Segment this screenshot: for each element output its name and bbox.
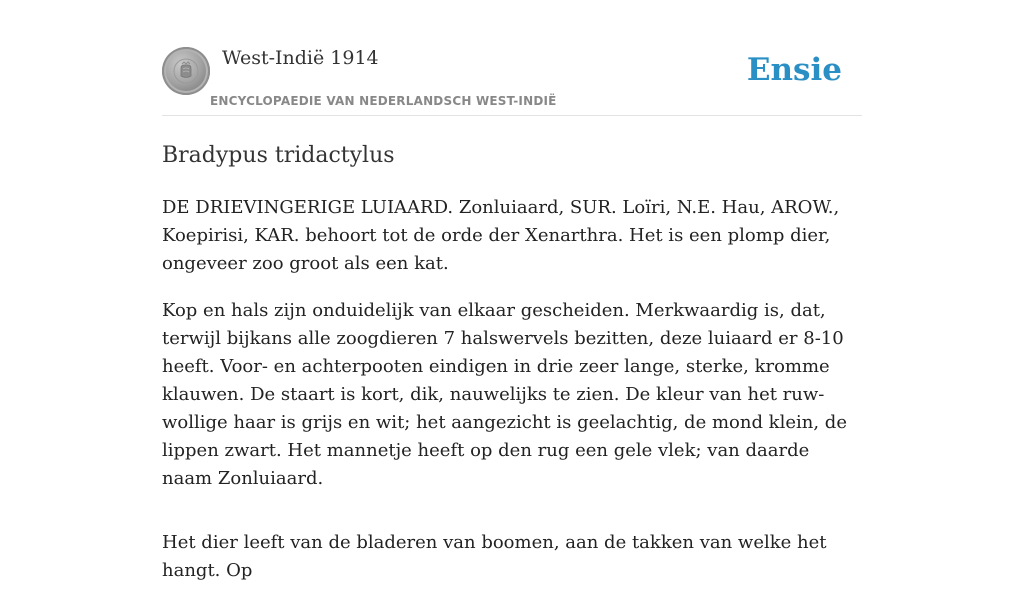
article-body [162, 194, 862, 585]
article-paragraph-2: Kop en hals zijn onduidelijk van elkaar gescheiden. Merkwaardig is, dat, terwijl bijkans alle zoogdieren 7 halswervels bezitten, deze luiaard er 8-10 heeft. Voor- en achterpooten eindigen in drie zeer lange, sterke, kromme klauwen. De staart is kort, dik, nauwelijks te zien. De kleur van het ruw-wollige haar is grijs en wit; het aangezicht is geelachtig, de mond klein, de lippen zwart. Het mannetje heeft op den rug een gele vlek; van daarde naam Zonluiaard. [162, 300, 847, 489]
site-subtitle: ENCYCLOPAEDIE VAN NEDERLANDSCH WEST-INDIË [210, 94, 557, 108]
brand-logo-link[interactable]: Ensie [746, 52, 842, 88]
coin-icon[interactable] [162, 47, 210, 95]
site-title[interactable]: West-Indië 1914 [222, 47, 379, 69]
coat-of-arms-icon [172, 57, 200, 85]
article-title: Bradypus tridactylus [162, 143, 395, 168]
content-container [162, 0, 862, 604]
site-header [162, 0, 862, 116]
article-paragraph-1: DE DRIEVINGERIGE LUIAARD. Zonluiaard, SUR. Loïri, N.E. Hau, AROW., Koepirisi, KAR. behoort tot de orde der Xenarthra. Het is een plomp dier, ongeveer zoo groot als een kat. [162, 197, 840, 274]
article-paragraph-3: Het dier leeft van de bladeren van boomen, aan de takken van welke het hangt. Op [162, 532, 827, 581]
